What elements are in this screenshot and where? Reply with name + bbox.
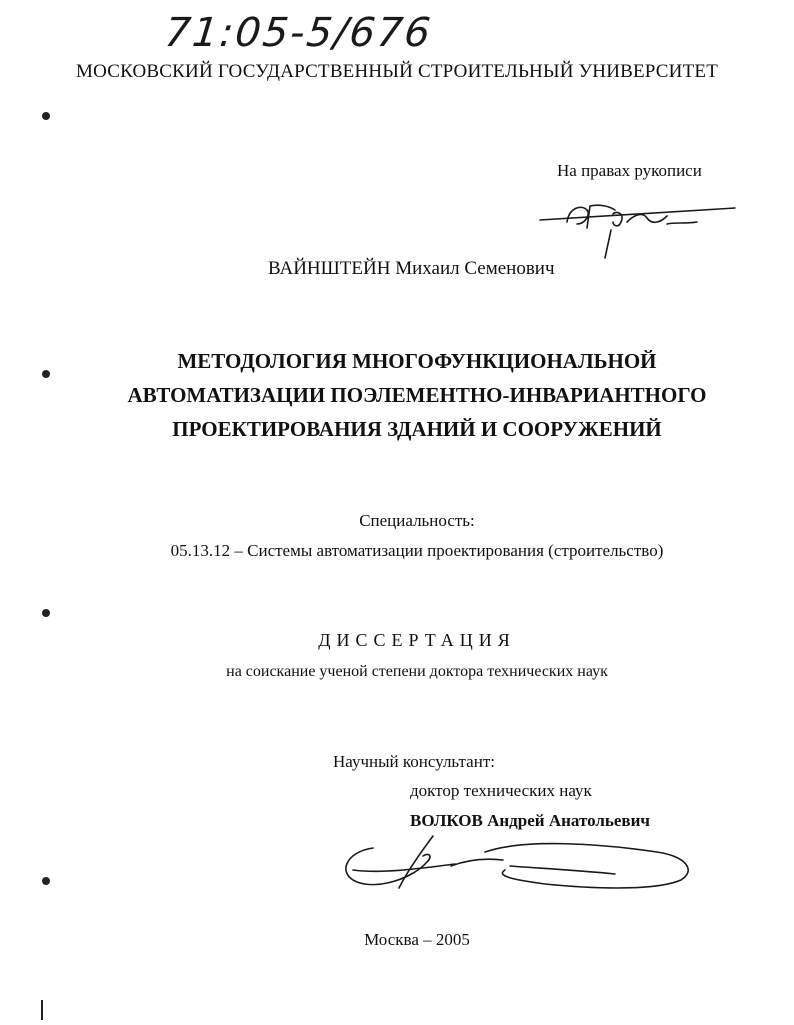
binder-hole-mark: [42, 370, 50, 378]
consultant-name: ВОЛКОВ Андрей Анатольевич: [410, 811, 650, 830]
specialty-value: 05.13.12 – Системы автоматизации проектирования (строительство): [170, 541, 664, 560]
university-name: МОСКОВСКИЙ ГОСУДАРСТВЕННЫЙ СТРОИТЕЛЬНЫЙ УНИВЕРСИТЕТ: [75, 61, 718, 82]
footer-city-year: Москва – 2005: [364, 930, 470, 949]
degree-line: на соискание ученой степени доктора технических наук: [226, 663, 608, 680]
manuscript-rights: На правах рукописи: [557, 161, 702, 180]
scan-edge-mark: [41, 1000, 43, 1020]
author-signature: [535, 192, 745, 267]
title-line: АВТОМАТИЗАЦИИ ПОЭЛЕМЕНТНО-ИНВАРИАНТНОГО: [127, 383, 707, 407]
author-name: ВАЙНШТЕЙН Михаил Семенович: [268, 258, 555, 279]
consultant-signature: [335, 830, 700, 905]
consultant-label: Научный консультант:: [333, 752, 495, 771]
title-line: ПРОЕКТИРОВАНИЯ ЗДАНИЙ И СООРУЖЕНИЙ: [172, 417, 662, 441]
binder-hole-mark: [42, 877, 50, 885]
binder-hole-mark: [42, 112, 50, 120]
binder-hole-mark: [42, 609, 50, 617]
title-line: МЕТОДОЛОГИЯ МНОГОФУНКЦИОНАЛЬНОЙ: [177, 349, 657, 373]
specialty-label: Специальность:: [359, 511, 475, 530]
dissertation-title: [0, 344, 794, 446]
archive-number: 71:05-5/676: [162, 10, 435, 56]
document-type: ДИССЕРТАЦИЯ: [318, 630, 516, 650]
consultant-degree: доктор технических наук: [410, 781, 592, 800]
